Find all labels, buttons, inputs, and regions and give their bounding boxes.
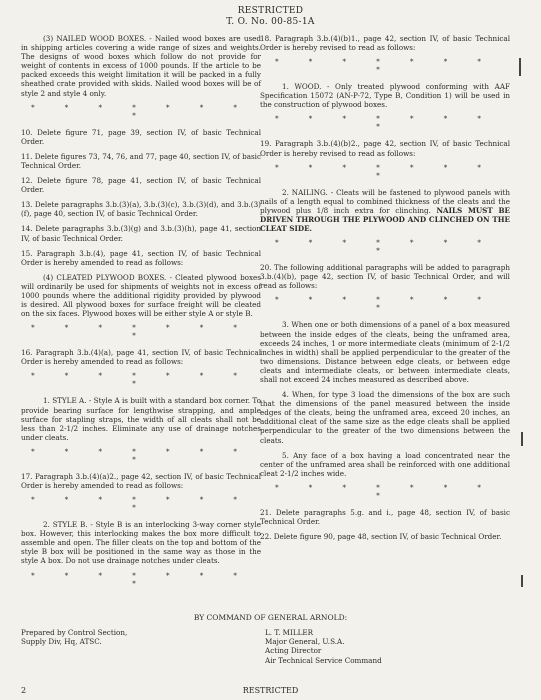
paragraph: 3. When one or both dimensions of a panel of a box measured between the inside edges of the cleats, being the unframed area, exceeds 24 inches, 1 or more intermediate cleats (minimum of 2-1/2 inches in width) shall be applied perpendicular to the greater of the two dimensions. Distance between edge cleats, or between edge cleats and intermediate cleats, or between intermediate cleats, shall not exceed 24 inches measured as described above. [260,320,510,384]
left-column [21,34,261,596]
separator-stars: * * * * * * * * [275,483,495,500]
separator-stars: * * * * * * * * [31,324,251,341]
signature-org: Air Technical Service Command [265,655,382,665]
nailing-emphasis: NAILS MUST BE DRIVEN THROUGH THE PLYWOOD AND CLINCHED ON THE CLEAT SIDE. [260,205,510,234]
paragraph: 16. Paragraph 3.b.(4)(a), page 41, section IV, of basic Technical Order is hereby amended to read as follows: [21,348,261,367]
margin-mark [521,432,523,446]
paragraph: (3) NAILED WOOD BOXES. - Nailed wood boxes are used in shipping articles covering a wide range of sizes and weights. The designs of wood boxes which follow do not provide for weight of contents in excess of 1000 pounds. If the article to be packed exceeds this weight limitation it will be packed in a fully sheathed crate provided with skids. Nailed wood boxes will be of style 2 and style 4 only. [21,34,261,98]
paragraph: 15. Paragraph 3.b.(4), page 41, section IV, of basic Technical Order is hereby amended to read as follows: [21,248,261,267]
paragraph: 14. Delete paragraphs 3.b.(3)(g) and 3.b.(3)(h), page 41, section IV, of basic Technical Order. [21,224,261,243]
paragraph: 21. Delete paragraphs 5.g. and i., page 48, section IV, of basic Technical Order. [260,507,510,526]
separator-stars: * * * * * * * * [275,296,495,313]
separator-stars: * * * * * * * * [31,571,251,588]
paragraph: 17. Paragraph 3.b.(4)(a)2., page 42, section IV, of basic Technical Order is hereby amended to read as follows: [21,471,261,490]
paragraph: 2. STYLE B. - Style B is an interlocking 3-way corner style box. However, this interlocking makes the box more difficult to assemble and open. The filler cleats on the top and bottom of the style B box will be positioned in the same way as those in the style A box. Do not use drainage notches under cleats. [21,520,261,566]
signature-title: Acting Director [265,646,322,656]
command-line: BY COMMAND OF GENERAL ARNOLD: [193,613,348,622]
signature-block [265,628,382,665]
separator-stars: * * * * * * * * [31,496,251,513]
margin-mark [521,575,523,587]
paragraph: 1. STYLE A. - Style A is built with a standard box corner. To provide bearing surface for lengthwise strapping, and ample surface for stapling straps, the width of all cleats shall not be less than 2-1/2 inches. Eliminate any use of drainage notches under cleats. [21,396,261,442]
page-header [0,6,541,28]
footer-classification: RESTRICTED [242,686,299,695]
page-number: 2 [21,686,27,695]
separator-stars: * * * * * * * * [275,58,495,75]
paragraph: (4) CLEATED PLYWOOD BOXES. - Cleated plywood boxes will ordinarily be used for shipments of weights not in excess of 1000 pounds where the additional rigidity provided by plywood is desired. All plywood boxes for surface freight will be cleated on the six faces. Plywood boxes will be either style A or style B. [21,272,261,319]
header-to-number: T. O. No. 00-85-1A [226,17,315,27]
separator-stars: * * * * * * * * [275,163,495,180]
paragraph: 19. Paragraph 3.b.(4)(b)2., page 42, section IV, of basic Technical Order is hereby revised to read as follows: [260,139,510,158]
paragraph: 22. Delete figure 90, page 48, section IV, of basic Technical Order. [260,532,502,542]
signature-rank: Major General, U.S.A. [265,637,345,647]
separator-stars: * * * * * * * * [31,103,251,120]
paragraph: 10. Delete figure 71, page 39, section IV, of basic Technical Order. [21,127,261,146]
separator-stars: * * * * * * * * [275,239,495,256]
paragraph: 4. When, for type 3 load the dimensions of the box are such that the dimensions of the panel measured between the inside edges of the cleats, being the unframed area, exceed 20 inches, an additional cleat of the same size as the edge cleats shall be applied perpendicular to the greater of the two dimensions between the cleats. [260,390,510,445]
paragraph: 1. WOOD. - Only treated plywood conforming with AAF Specification 15072 (AN-P-72, Type B, Condition 1) will be used in the construction of plywood boxes. [260,82,510,110]
paragraph [260,188,510,233]
paragraph: 13. Delete paragraphs 3.b.(3)(a), 3.b.(3)(c), 3.b.(3)(d), and 3.b.(3)(f), page 40, section IV, of basic Technical Order. [21,200,261,219]
separator-stars: * * * * * * * * [31,447,251,464]
paragraph: 12. Delete figure 78, page 41, section IV, of basic Technical Order. [21,176,261,195]
paragraph: 5. Any face of a box having a load concentrated near the center of the unframed area shall be reinforced with one additional cleat 2-1/2 inches wide. [260,450,510,478]
separator-stars: * * * * * * * * [31,372,251,389]
signature-name: L. T. MILLER [265,628,314,637]
right-column [260,34,510,547]
nailing-text: 2. NAILING. - Cleats will be fastened to plywood panels with nails of a length equal to combined thickness of the cleats and the plywood plus 1/8 inch extra for clinching. [260,187,510,215]
prepared-by: Prepared by Control Section, Supply Div, Hq, ATSC. [21,628,128,647]
header-classification: RESTRICTED [237,6,304,16]
separator-stars: * * * * * * * * [275,115,495,132]
paragraph: 18. Paragraph 3.b.(4)(b)1., page 42, section IV, of basic Technical Order is hereby revised to read as follows: [260,34,510,53]
margin-mark [519,58,521,76]
paragraph: 11. Delete figures 73, 74, 76, and 77, page 40, section IV, of basic Technical Order. [21,151,261,170]
paragraph: 20. The following additional paragraphs will be added to paragraph 3.b.(4)(b), page 42, section IV, of basic Technical Order, and will read as follows: [260,263,510,291]
